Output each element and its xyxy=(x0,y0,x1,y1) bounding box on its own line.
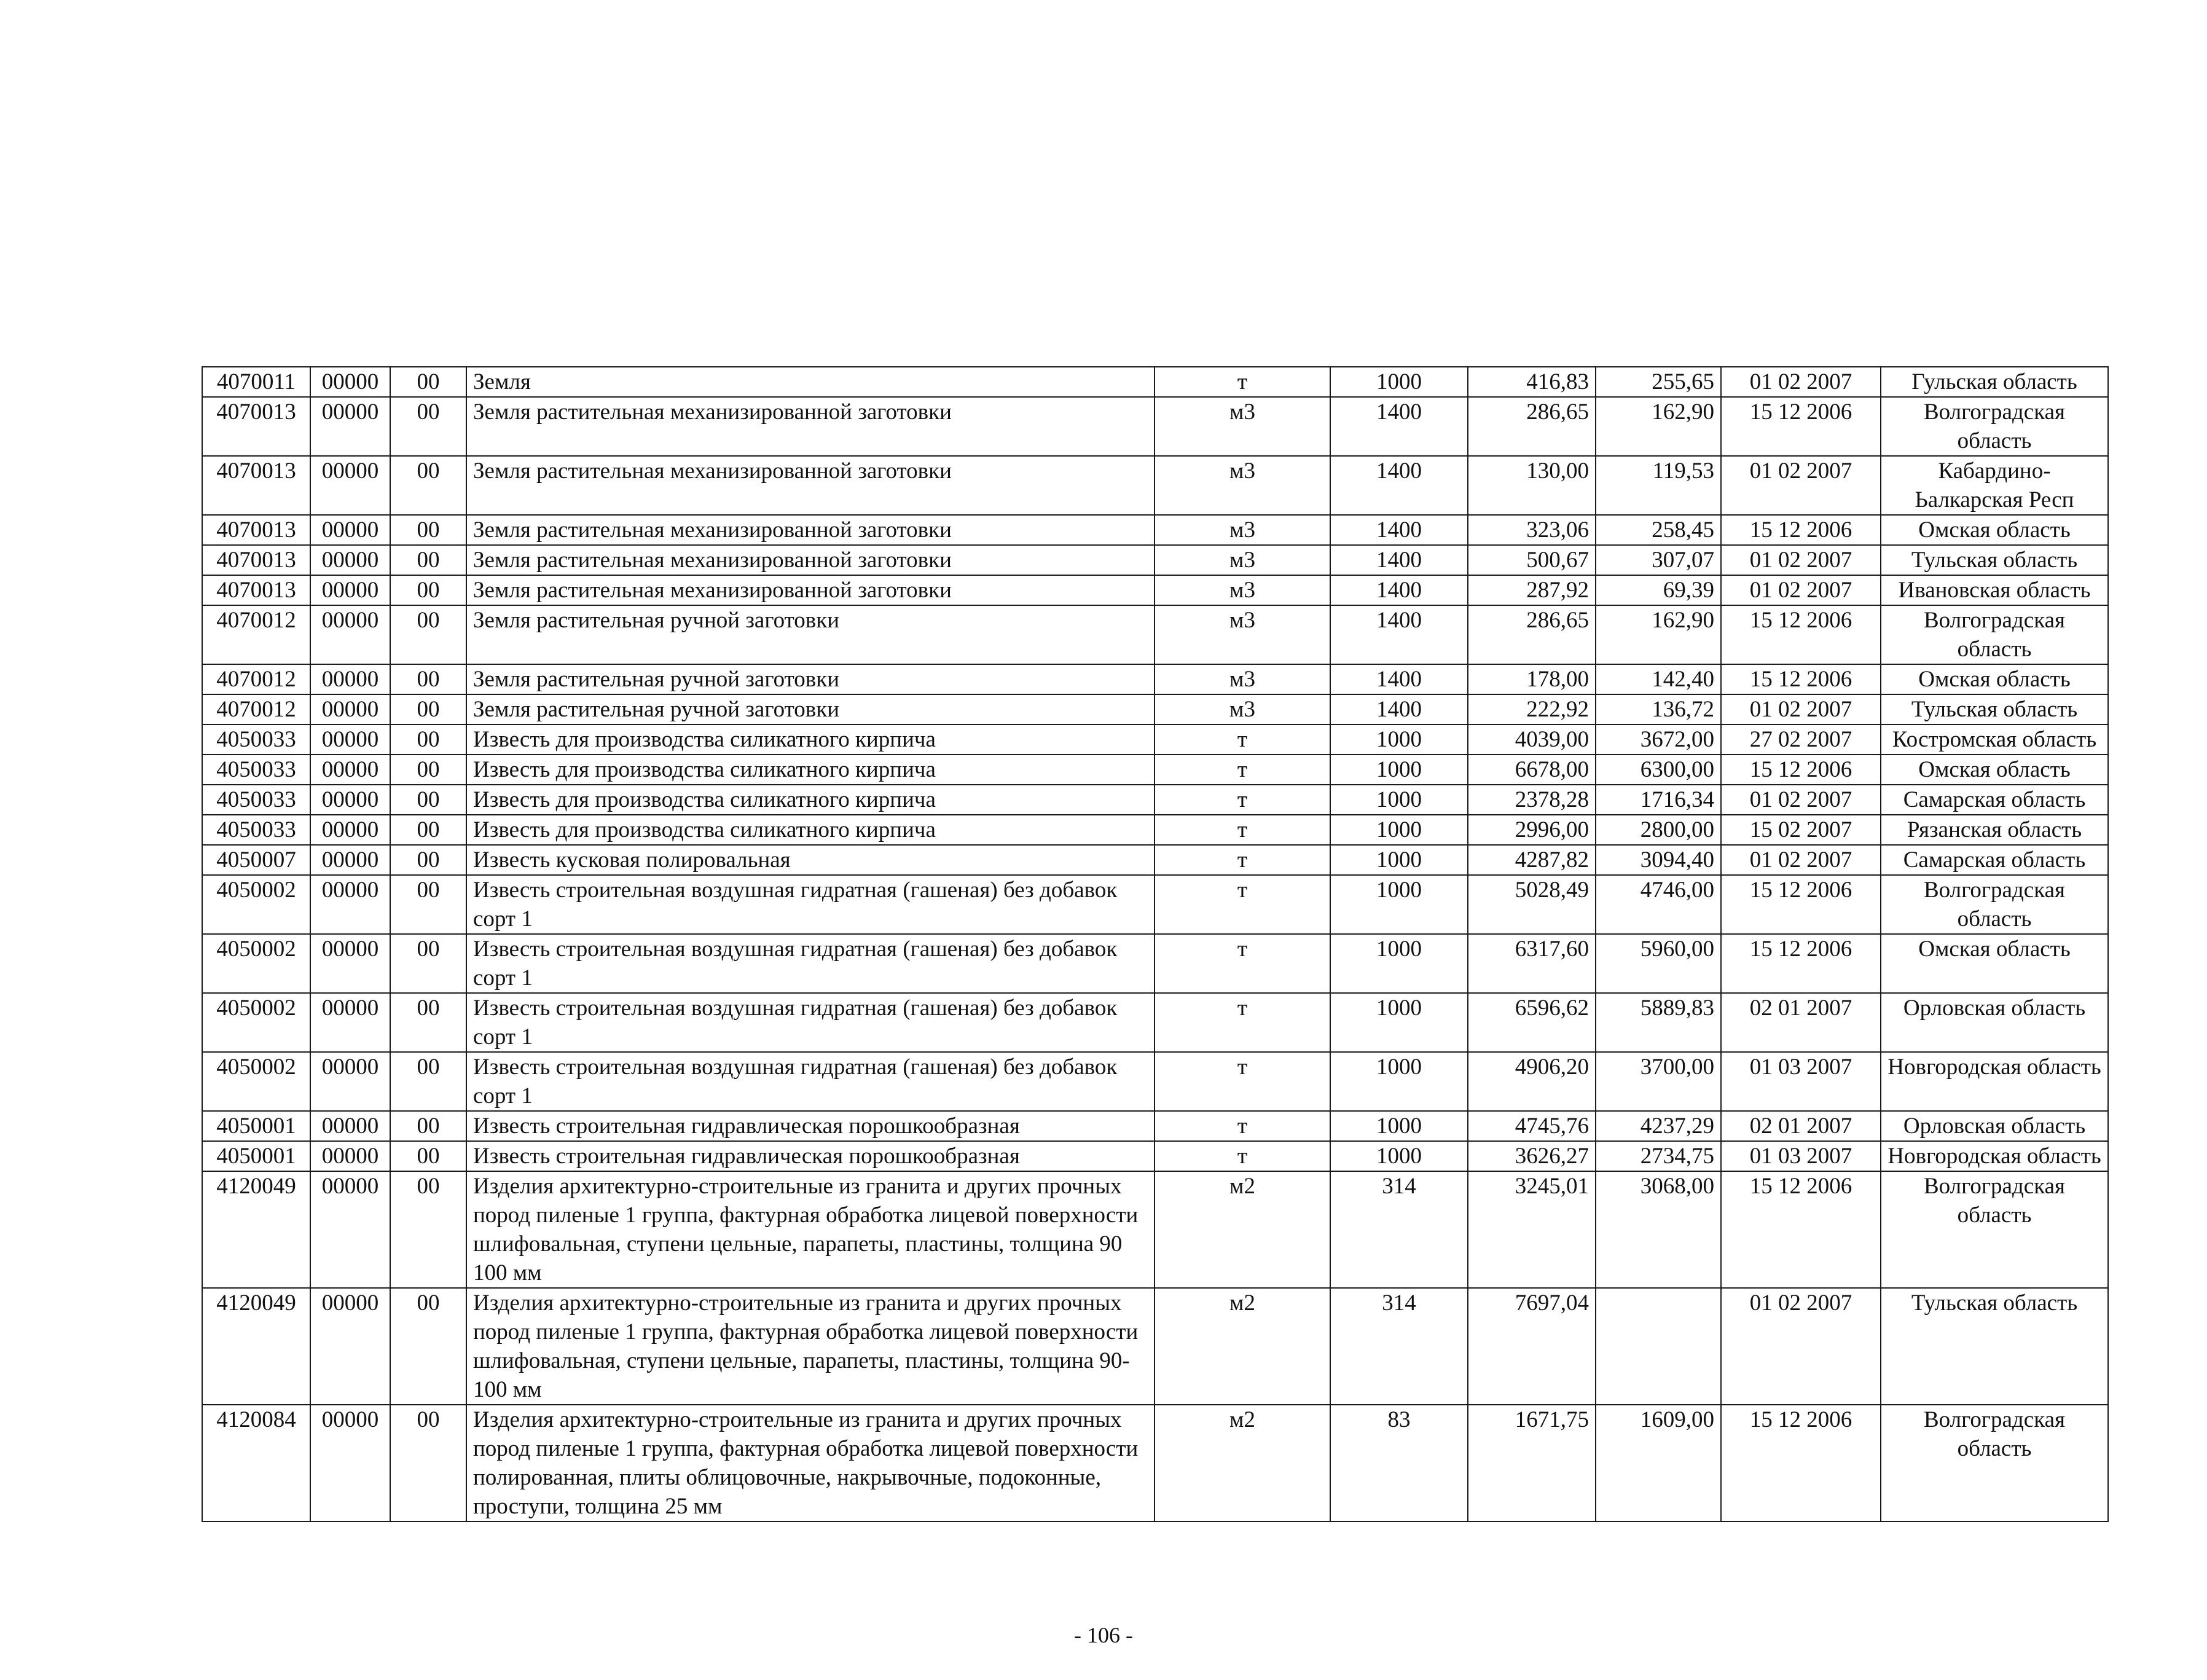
date-cell: 15 12 2006 xyxy=(1721,1405,1881,1521)
sub-code-cell: 00000 xyxy=(310,664,390,694)
table-row xyxy=(202,845,2108,875)
price-cell: 4039,00 xyxy=(1468,724,1596,755)
region-cell: Рязанская область xyxy=(1881,815,2108,845)
region-cell: Омская область xyxy=(1881,755,2108,785)
date-cell: 02 01 2007 xyxy=(1721,993,1881,1052)
table-row xyxy=(202,367,2108,397)
cost-cell: 6300,00 xyxy=(1596,755,1721,785)
sub-code-cell: 00000 xyxy=(310,1111,390,1141)
sub-code-cell: 00000 xyxy=(310,545,390,575)
region-cell: Волгоградская область xyxy=(1881,1405,2108,1521)
cost-cell: 258,45 xyxy=(1596,515,1721,545)
resource-name-cell: Известь строительная гидравлическая порошкообразная xyxy=(466,1141,1154,1171)
date-cell: 15 12 2006 xyxy=(1721,664,1881,694)
price-cell: 286,65 xyxy=(1468,605,1596,664)
resource-name-cell: Известь для производства силикатного кирпича xyxy=(466,724,1154,755)
price-cell: 287,92 xyxy=(1468,575,1596,605)
sub-code-cell: 00000 xyxy=(310,785,390,815)
date-cell: 01 02 2007 xyxy=(1721,367,1881,397)
quantity-cell: 1000 xyxy=(1330,875,1468,934)
price-cell: 222,92 xyxy=(1468,694,1596,724)
date-cell: 01 02 2007 xyxy=(1721,785,1881,815)
quantity-cell: 314 xyxy=(1330,1288,1468,1405)
resource-name-cell: Известь для производства силикатного кирпича xyxy=(466,785,1154,815)
date-cell: 15 12 2006 xyxy=(1721,934,1881,993)
region-cell: Тульская область xyxy=(1881,1288,2108,1405)
group-code-cell: 00 xyxy=(390,545,466,575)
resource-code-cell: 4120049 xyxy=(202,1288,310,1405)
group-code-cell: 00 xyxy=(390,515,466,545)
sub-code-cell: 00000 xyxy=(310,694,390,724)
resource-code-cell: 4050033 xyxy=(202,785,310,815)
unit-cell: т xyxy=(1154,993,1330,1052)
group-code-cell: 00 xyxy=(390,575,466,605)
cost-cell: 255,65 xyxy=(1596,367,1721,397)
group-code-cell: 00 xyxy=(390,785,466,815)
group-code-cell: 00 xyxy=(390,755,466,785)
region-cell: Гульская область xyxy=(1881,367,2108,397)
resource-name-cell: Известь строительная воздушная гидратная (гашеная) без добавок сорт 1 xyxy=(466,934,1154,993)
region-cell: Волгоградская область xyxy=(1881,875,2108,934)
quantity-cell: 1000 xyxy=(1330,845,1468,875)
date-cell: 15 12 2006 xyxy=(1721,515,1881,545)
price-cell: 4745,76 xyxy=(1468,1111,1596,1141)
region-cell: Самарская область xyxy=(1881,785,2108,815)
sub-code-cell: 00000 xyxy=(310,934,390,993)
date-cell: 01 03 2007 xyxy=(1721,1052,1881,1111)
table-row xyxy=(202,785,2108,815)
table-row xyxy=(202,1288,2108,1405)
unit-cell: м2 xyxy=(1154,1171,1330,1288)
group-code-cell: 00 xyxy=(390,1141,466,1171)
quantity-cell: 1400 xyxy=(1330,515,1468,545)
cost-cell: 69,39 xyxy=(1596,575,1721,605)
price-cell: 4906,20 xyxy=(1468,1052,1596,1111)
quantity-cell: 1400 xyxy=(1330,694,1468,724)
group-code-cell: 00 xyxy=(390,1052,466,1111)
region-cell: Омская область xyxy=(1881,515,2108,545)
quantity-cell: 1000 xyxy=(1330,785,1468,815)
unit-cell: м3 xyxy=(1154,575,1330,605)
group-code-cell: 00 xyxy=(390,993,466,1052)
table-row xyxy=(202,1052,2108,1111)
resource-code-cell: 4070011 xyxy=(202,367,310,397)
cost-cell: 1609,00 xyxy=(1596,1405,1721,1521)
cost-cell: 119,53 xyxy=(1596,456,1721,515)
unit-cell: т xyxy=(1154,1052,1330,1111)
unit-cell: т xyxy=(1154,367,1330,397)
date-cell: 01 02 2007 xyxy=(1721,545,1881,575)
cost-cell: 162,90 xyxy=(1596,397,1721,456)
sub-code-cell: 00000 xyxy=(310,1171,390,1288)
resource-code-cell: 4070013 xyxy=(202,575,310,605)
date-cell: 01 02 2007 xyxy=(1721,456,1881,515)
unit-cell: т xyxy=(1154,934,1330,993)
price-cell: 1671,75 xyxy=(1468,1405,1596,1521)
resource-name-cell: Известь строительная воздушная гидратная (гашеная) без добавок сорт 1 xyxy=(466,1052,1154,1111)
unit-cell: м3 xyxy=(1154,397,1330,456)
group-code-cell: 00 xyxy=(390,934,466,993)
resource-name-cell: Земля растительная механизированной заготовки xyxy=(466,456,1154,515)
region-cell: Омская область xyxy=(1881,934,2108,993)
resource-code-cell: 4070012 xyxy=(202,694,310,724)
cost-cell: 4237,29 xyxy=(1596,1111,1721,1141)
unit-cell: т xyxy=(1154,724,1330,755)
sub-code-cell: 00000 xyxy=(310,605,390,664)
resource-code-cell: 4070013 xyxy=(202,545,310,575)
sub-code-cell: 00000 xyxy=(310,367,390,397)
unit-cell: т xyxy=(1154,845,1330,875)
region-cell: Орловская область xyxy=(1881,1111,2108,1141)
unit-cell: м3 xyxy=(1154,515,1330,545)
quantity-cell: 1000 xyxy=(1330,993,1468,1052)
price-cell: 3626,27 xyxy=(1468,1141,1596,1171)
table-row xyxy=(202,694,2108,724)
region-cell: Тульская область xyxy=(1881,694,2108,724)
price-cell: 2996,00 xyxy=(1468,815,1596,845)
unit-cell: т xyxy=(1154,755,1330,785)
resource-code-cell: 4070013 xyxy=(202,456,310,515)
region-cell: Костромская область xyxy=(1881,724,2108,755)
resource-name-cell: Изделия архитектурно-строительные из гранита и других прочных пород пиленые 1 группа, фактурная обработка лицевой поверхности шлифовальная, ступени цельные, парапеты, пластины, толщина 90 100 мм xyxy=(466,1171,1154,1288)
resource-name-cell: Известь строительная воздушная гидратная (гашеная) без добавок сорт 1 xyxy=(466,993,1154,1052)
resource-code-cell: 4050002 xyxy=(202,1052,310,1111)
resource-name-cell: Известь для производства силикатного кирпича xyxy=(466,755,1154,785)
resource-name-cell: Известь для производства силикатного кирпича xyxy=(466,815,1154,845)
resource-name-cell: Изделия архитектурно-строительные из гранита и других прочных пород пиленые 1 группа, фактурная обработка лицевой поверхности полированная, плиты облицовочные, накрывочные, подоконные, проступи, толщина 25 мм xyxy=(466,1405,1154,1521)
date-cell: 15 12 2006 xyxy=(1721,755,1881,785)
resource-name-cell: Земля xyxy=(466,367,1154,397)
resource-code-cell: 4050007 xyxy=(202,845,310,875)
price-cell: 6317,60 xyxy=(1468,934,1596,993)
quantity-cell: 314 xyxy=(1330,1171,1468,1288)
sub-code-cell: 00000 xyxy=(310,993,390,1052)
group-code-cell: 00 xyxy=(390,875,466,934)
price-cell: 6596,62 xyxy=(1468,993,1596,1052)
table-row xyxy=(202,605,2108,664)
region-cell: Волгоградская область xyxy=(1881,605,2108,664)
cost-cell: 3672,00 xyxy=(1596,724,1721,755)
quantity-cell: 1000 xyxy=(1330,934,1468,993)
cost-cell: 4746,00 xyxy=(1596,875,1721,934)
date-cell: 01 02 2007 xyxy=(1721,1288,1881,1405)
resource-name-cell: Земля растительная механизированной заготовки xyxy=(466,545,1154,575)
resource-code-cell: 4050001 xyxy=(202,1141,310,1171)
unit-cell: м2 xyxy=(1154,1288,1330,1405)
region-cell: Новгородская область xyxy=(1881,1052,2108,1111)
resource-code-cell: 4050002 xyxy=(202,875,310,934)
table-row xyxy=(202,456,2108,515)
price-cell: 130,00 xyxy=(1468,456,1596,515)
table-row xyxy=(202,545,2108,575)
sub-code-cell: 00000 xyxy=(310,1141,390,1171)
resource-code-cell: 4070012 xyxy=(202,605,310,664)
cost-cell: 3094,40 xyxy=(1596,845,1721,875)
quantity-cell: 1000 xyxy=(1330,1052,1468,1111)
cost-cell: 2800,00 xyxy=(1596,815,1721,845)
resource-code-cell: 4070013 xyxy=(202,397,310,456)
quantity-cell: 1400 xyxy=(1330,456,1468,515)
resource-code-cell: 4120049 xyxy=(202,1171,310,1288)
region-cell: Тульская область xyxy=(1881,545,2108,575)
unit-cell: т xyxy=(1154,815,1330,845)
unit-cell: м3 xyxy=(1154,456,1330,515)
price-cell: 5028,49 xyxy=(1468,875,1596,934)
price-cell: 500,67 xyxy=(1468,545,1596,575)
group-code-cell: 00 xyxy=(390,1288,466,1405)
group-code-cell: 00 xyxy=(390,605,466,664)
unit-cell: м2 xyxy=(1154,1405,1330,1521)
resource-code-cell: 4050033 xyxy=(202,724,310,755)
date-cell: 01 02 2007 xyxy=(1721,694,1881,724)
resource-name-cell: Земля растительная механизированной заготовки xyxy=(466,515,1154,545)
unit-cell: т xyxy=(1154,785,1330,815)
quantity-cell: 1000 xyxy=(1330,367,1468,397)
table-row xyxy=(202,1111,2108,1141)
unit-cell: т xyxy=(1154,1141,1330,1171)
resource-name-cell: Земля растительная ручной заготовки xyxy=(466,694,1154,724)
resource-name-cell: Земля растительная механизированной заготовки xyxy=(466,397,1154,456)
table-row xyxy=(202,1171,2108,1288)
price-cell: 3245,01 xyxy=(1468,1171,1596,1288)
cost-cell: 142,40 xyxy=(1596,664,1721,694)
region-cell: Омская область xyxy=(1881,664,2108,694)
sub-code-cell: 00000 xyxy=(310,456,390,515)
resource-code-cell: 4120084 xyxy=(202,1405,310,1521)
table-row xyxy=(202,724,2108,755)
resource-name-cell: Земля растительная механизированной заготовки xyxy=(466,575,1154,605)
quantity-cell: 1000 xyxy=(1330,1141,1468,1171)
price-table xyxy=(202,366,2109,1522)
quantity-cell: 83 xyxy=(1330,1405,1468,1521)
sub-code-cell: 00000 xyxy=(310,724,390,755)
resource-code-cell: 4070013 xyxy=(202,515,310,545)
table-row xyxy=(202,397,2108,456)
table-row xyxy=(202,815,2108,845)
unit-cell: м3 xyxy=(1154,694,1330,724)
table-row xyxy=(202,664,2108,694)
group-code-cell: 00 xyxy=(390,694,466,724)
table-row xyxy=(202,993,2108,1052)
group-code-cell: 00 xyxy=(390,1111,466,1141)
unit-cell: м3 xyxy=(1154,664,1330,694)
sub-code-cell: 00000 xyxy=(310,1052,390,1111)
region-cell: Волгоградская область xyxy=(1881,1171,2108,1288)
quantity-cell: 1400 xyxy=(1330,397,1468,456)
resource-code-cell: 4050001 xyxy=(202,1111,310,1141)
group-code-cell: 00 xyxy=(390,845,466,875)
sub-code-cell: 00000 xyxy=(310,755,390,785)
resource-code-cell: 4050002 xyxy=(202,934,310,993)
group-code-cell: 00 xyxy=(390,664,466,694)
region-cell: Орловская область xyxy=(1881,993,2108,1052)
quantity-cell: 1400 xyxy=(1330,664,1468,694)
region-cell: Кабардино-Ьалкарская Респ xyxy=(1881,456,2108,515)
resource-code-cell: 4070012 xyxy=(202,664,310,694)
quantity-cell: 1400 xyxy=(1330,605,1468,664)
resource-name-cell: Известь кусковая полировальная xyxy=(466,845,1154,875)
quantity-cell: 1400 xyxy=(1330,575,1468,605)
cost-cell: 136,72 xyxy=(1596,694,1721,724)
resource-code-cell: 4050033 xyxy=(202,815,310,845)
quantity-cell: 1000 xyxy=(1330,724,1468,755)
sub-code-cell: 00000 xyxy=(310,1288,390,1405)
table-row xyxy=(202,575,2108,605)
date-cell: 01 02 2007 xyxy=(1721,575,1881,605)
date-cell: 15 12 2006 xyxy=(1721,1171,1881,1288)
region-cell: Волгоградская область xyxy=(1881,397,2108,456)
sub-code-cell: 00000 xyxy=(310,845,390,875)
table-row xyxy=(202,934,2108,993)
unit-cell: т xyxy=(1154,1111,1330,1141)
price-cell: 178,00 xyxy=(1468,664,1596,694)
date-cell: 15 12 2006 xyxy=(1721,605,1881,664)
quantity-cell: 1000 xyxy=(1330,755,1468,785)
cost-cell: 5960,00 xyxy=(1596,934,1721,993)
cost-cell: 5889,83 xyxy=(1596,993,1721,1052)
sub-code-cell: 00000 xyxy=(310,875,390,934)
cost-cell: 3068,00 xyxy=(1596,1171,1721,1288)
quantity-cell: 1400 xyxy=(1330,545,1468,575)
sub-code-cell: 00000 xyxy=(310,1405,390,1521)
cost-cell: 162,90 xyxy=(1596,605,1721,664)
table-body xyxy=(202,367,2108,1521)
date-cell: 15 12 2006 xyxy=(1721,397,1881,456)
price-cell: 286,65 xyxy=(1468,397,1596,456)
unit-cell: м3 xyxy=(1154,605,1330,664)
region-cell: Самарская область xyxy=(1881,845,2108,875)
region-cell: Ивановская область xyxy=(1881,575,2108,605)
price-cell: 4287,82 xyxy=(1468,845,1596,875)
group-code-cell: 00 xyxy=(390,1171,466,1288)
quantity-cell: 1000 xyxy=(1330,815,1468,845)
group-code-cell: 00 xyxy=(390,397,466,456)
price-cell: 2378,28 xyxy=(1468,785,1596,815)
resource-name-cell: Известь строительная гидравлическая порошкообразная xyxy=(466,1111,1154,1141)
resource-name-cell: Земля растительная ручной заготовки xyxy=(466,664,1154,694)
date-cell: 01 02 2007 xyxy=(1721,845,1881,875)
resource-name-cell: Земля растительная ручной заготовки xyxy=(466,605,1154,664)
table-row xyxy=(202,755,2108,785)
unit-cell: т xyxy=(1154,875,1330,934)
cost-cell: 1716,34 xyxy=(1596,785,1721,815)
group-code-cell: 00 xyxy=(390,724,466,755)
group-code-cell: 00 xyxy=(390,1405,466,1521)
unit-cell: м3 xyxy=(1154,545,1330,575)
table-row xyxy=(202,1405,2108,1521)
cost-cell: 307,07 xyxy=(1596,545,1721,575)
price-cell: 416,83 xyxy=(1468,367,1596,397)
price-cell: 323,06 xyxy=(1468,515,1596,545)
date-cell: 01 03 2007 xyxy=(1721,1141,1881,1171)
date-cell: 15 02 2007 xyxy=(1721,815,1881,845)
region-cell: Новгородская область xyxy=(1881,1141,2108,1171)
table-row xyxy=(202,1141,2108,1171)
sub-code-cell: 00000 xyxy=(310,815,390,845)
sub-code-cell: 00000 xyxy=(310,575,390,605)
table-row xyxy=(202,875,2108,934)
table-row xyxy=(202,515,2108,545)
sub-code-cell: 00000 xyxy=(310,397,390,456)
resource-name-cell: Известь строительная воздушная гидратная (гашеная) без добавок сорт 1 xyxy=(466,875,1154,934)
cost-cell xyxy=(1596,1288,1721,1405)
quantity-cell: 1000 xyxy=(1330,1111,1468,1141)
page-number: - 106 - xyxy=(1074,1623,1133,1647)
group-code-cell: 00 xyxy=(390,456,466,515)
price-cell: 6678,00 xyxy=(1468,755,1596,785)
sub-code-cell: 00000 xyxy=(310,515,390,545)
date-cell: 15 12 2006 xyxy=(1721,875,1881,934)
resource-code-cell: 4050002 xyxy=(202,993,310,1052)
resource-code-cell: 4050033 xyxy=(202,755,310,785)
cost-cell: 3700,00 xyxy=(1596,1052,1721,1111)
group-code-cell: 00 xyxy=(390,815,466,845)
resource-name-cell: Изделия архитектурно-строительные из гранита и других прочных пород пиленые 1 группа, фактурная обработка лицевой поверхности шлифовальная, ступени цельные, парапеты, пластины, толщина 90-100 мм xyxy=(466,1288,1154,1405)
cost-cell: 2734,75 xyxy=(1596,1141,1721,1171)
date-cell: 27 02 2007 xyxy=(1721,724,1881,755)
price-cell: 7697,04 xyxy=(1468,1288,1596,1405)
group-code-cell: 00 xyxy=(390,367,466,397)
date-cell: 02 01 2007 xyxy=(1721,1111,1881,1141)
